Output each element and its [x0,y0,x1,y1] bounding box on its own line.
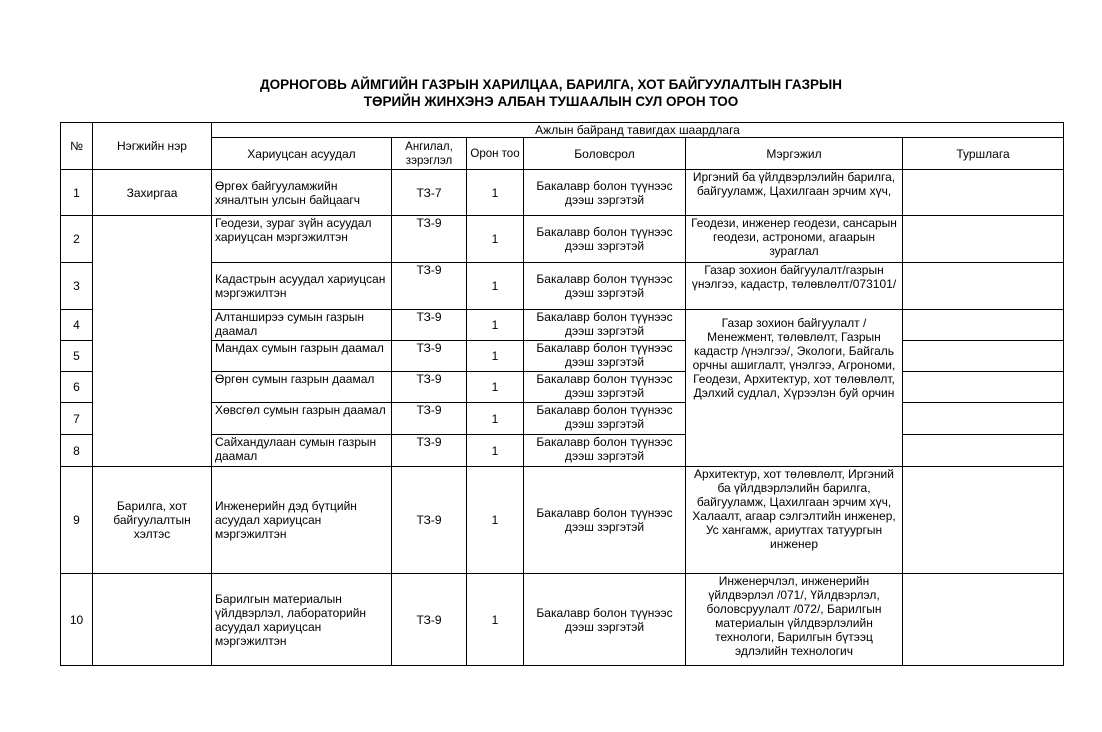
row-number: 7 [61,403,93,435]
responsible-task: Өргөн сумын газрын даамал [212,372,392,403]
education-requirement: Бакалавр болон түүнээс дээш зэргэтэй [524,372,686,403]
responsible-task: Өргөх байгууламжийн хяналтын улсын байцаагч [212,170,392,216]
header-no: № [61,123,93,170]
education-requirement: Бакалавр болон түүнээс дээш зэргэтэй [524,216,686,263]
education-requirement: Бакалавр болон түүнээс дээш зэргэтэй [524,574,686,666]
experience-cell [903,216,1064,263]
unit-name-empty [93,574,212,666]
education-requirement: Бакалавр болон түүнээс дээш зэргэтэй [524,341,686,372]
row-number: 9 [61,467,93,574]
header-experience: Туршлага [903,138,1064,170]
unit-name-empty [93,216,212,467]
experience-cell [903,310,1064,341]
header-education: Боловсрол [524,138,686,170]
profession-requirement: Геодези, инженер геодези, сансарын геодези, астрономи, агаарын зураглал [686,216,903,263]
row-number: 1 [61,170,93,216]
position-count: 1 [467,170,524,216]
row-number: 6 [61,372,93,403]
experience-cell [903,263,1064,310]
education-requirement: Бакалавр болон түүнээс дээш зэргэтэй [524,435,686,467]
experience-cell [903,403,1064,435]
header-responsible: Хариуцсан асуудал [212,138,392,170]
class-grade: ТЗ-9 [392,341,467,372]
responsible-task: Инженерийн дэд бүтцийн асуудал хариуцсан мэргэжилтэн [212,467,392,574]
experience-cell [903,574,1064,666]
profession-requirement: Инженерчлэл, инженерийн үйлдвэрлэл /071/, Үйлдвэрлэл, боловсруулалт /072/, Барилгын материалын үйлдвэрлэлийн технологи, Барилгын бүтээц эдлэлийн технологич [686,574,903,666]
profession-requirement: Газар зохион байгуулалт/газрын үнэлгээ, кадастр, төлөвлөлт/073101/ [686,263,903,310]
education-requirement: Бакалавр болон түүнээс дээш зэргэтэй [524,263,686,310]
table-row [61,574,1064,666]
profession-requirement: Архитектур, хот төлөвлөлт, Иргэний ба үйлдвэрлэлийн барилга, байгууламж, Цахилгаан эрчим хүч, Халаалт, агаар сэлгэлтийн инженер, Ус хангамж, ариутгах татуургын инженер [686,467,903,574]
header-requirements: Ажлын байранд тавигдах шаардлага [212,123,1064,138]
table-row [61,403,1064,435]
class-grade: ТЗ-7 [392,170,467,216]
class-grade: ТЗ-9 [392,435,467,467]
responsible-task: Геодези, зураг зүйн асуудал хариуцсан мэргэжилтэн [212,216,392,263]
education-requirement: Бакалавр болон түүнээс дээш зэргэтэй [524,467,686,574]
header-row-1 [61,123,1064,138]
class-grade: ТЗ-9 [392,372,467,403]
position-count: 1 [467,341,524,372]
document-title-line-2: ТӨРИЙН ЖИНХЭНЭ АЛБАН ТУШААЛЫН СУЛ ОРОН ТОО [363,94,739,109]
row-number: 10 [61,574,93,666]
responsible-task: Хөвсгөл сумын газрын даамал [212,403,392,435]
row-number: 3 [61,263,93,310]
class-grade: ТЗ-9 [392,310,467,341]
row-number: 8 [61,435,93,467]
table-row [61,467,1064,574]
responsible-task: Кадастрын асуудал хариуцсан мэргэжилтэн [212,263,392,310]
row-number: 4 [61,310,93,341]
position-count: 1 [467,467,524,574]
unit-name: Захиргаа [93,170,212,216]
header-positions: Орон тоо [467,138,524,170]
class-grade: ТЗ-9 [392,216,467,263]
position-count: 1 [467,372,524,403]
header-class: Ангилал, зэрэглэл [392,138,467,170]
table-row [61,435,1064,467]
position-count: 1 [467,310,524,341]
experience-cell [903,341,1064,372]
experience-cell [903,467,1064,574]
profession-requirement: Иргэний ба үйлдвэрлэлийн барилга, байгууламж, Цахилгаан эрчим хүч, [686,170,903,216]
class-grade: ТЗ-9 [392,403,467,435]
header-unit: Нэгжийн нэр [93,123,212,170]
education-requirement: Бакалавр болон түүнээс дээш зэргэтэй [524,170,686,216]
responsible-task: Алтанширээ сумын газрын даамал [212,310,392,341]
document-title-line-1: ДОРНОГОВЬ АЙМГИЙН ГАЗРЫН ХАРИЛЦАА, БАРИЛГА, ХОТ БАЙГУУЛАЛТЫН ГАЗРЫН [259,77,843,92]
experience-cell [903,170,1064,216]
row-number: 2 [61,216,93,263]
education-requirement: Бакалавр болон түүнээс дээш зэргэтэй [524,310,686,341]
responsible-task: Барилгын материалын үйлдвэрлэл, лабораторийн асуудал хариуцсан мэргэжилтэн [212,574,392,666]
table-row [61,216,1064,263]
header-row-2 [61,138,1064,170]
header-profession: Мэргэжил [686,138,903,170]
table-row [61,341,1064,372]
table-row [61,372,1064,403]
table-row [61,263,1064,310]
position-count: 1 [467,435,524,467]
class-grade: ТЗ-9 [392,574,467,666]
class-grade: ТЗ-9 [392,263,467,310]
table-row [61,310,1064,341]
education-requirement: Бакалавр болон түүнээс дээш зэргэтэй [524,403,686,435]
class-grade: ТЗ-9 [392,467,467,574]
responsible-task: Мандах сумын газрын даамал [212,341,392,372]
vacancy-table [60,122,1064,666]
responsible-task: Сайхандулаан сумын газрын даамал [212,435,392,467]
table-row [61,170,1064,216]
position-count: 1 [467,216,524,263]
position-count: 1 [467,403,524,435]
unit-name: Барилга, хот байгуулалтын хэлтэс [93,467,212,574]
profession-requirement-shared: Газар зохион байгуулалт /Менежмент, төлөвлөлт, Газрын кадастр /үнэлгээ/, Экологи, Байгаль орчны ашиглалт, үнэлгээ, Агрономи, Геодези, Архитектур, хот төлөвлөлт, Дэлхий судлал, Хүрээлэн буй орчин [686,310,903,467]
experience-cell [903,372,1064,403]
experience-cell [903,435,1064,467]
position-count: 1 [467,263,524,310]
row-number: 5 [61,341,93,372]
position-count: 1 [467,574,524,666]
